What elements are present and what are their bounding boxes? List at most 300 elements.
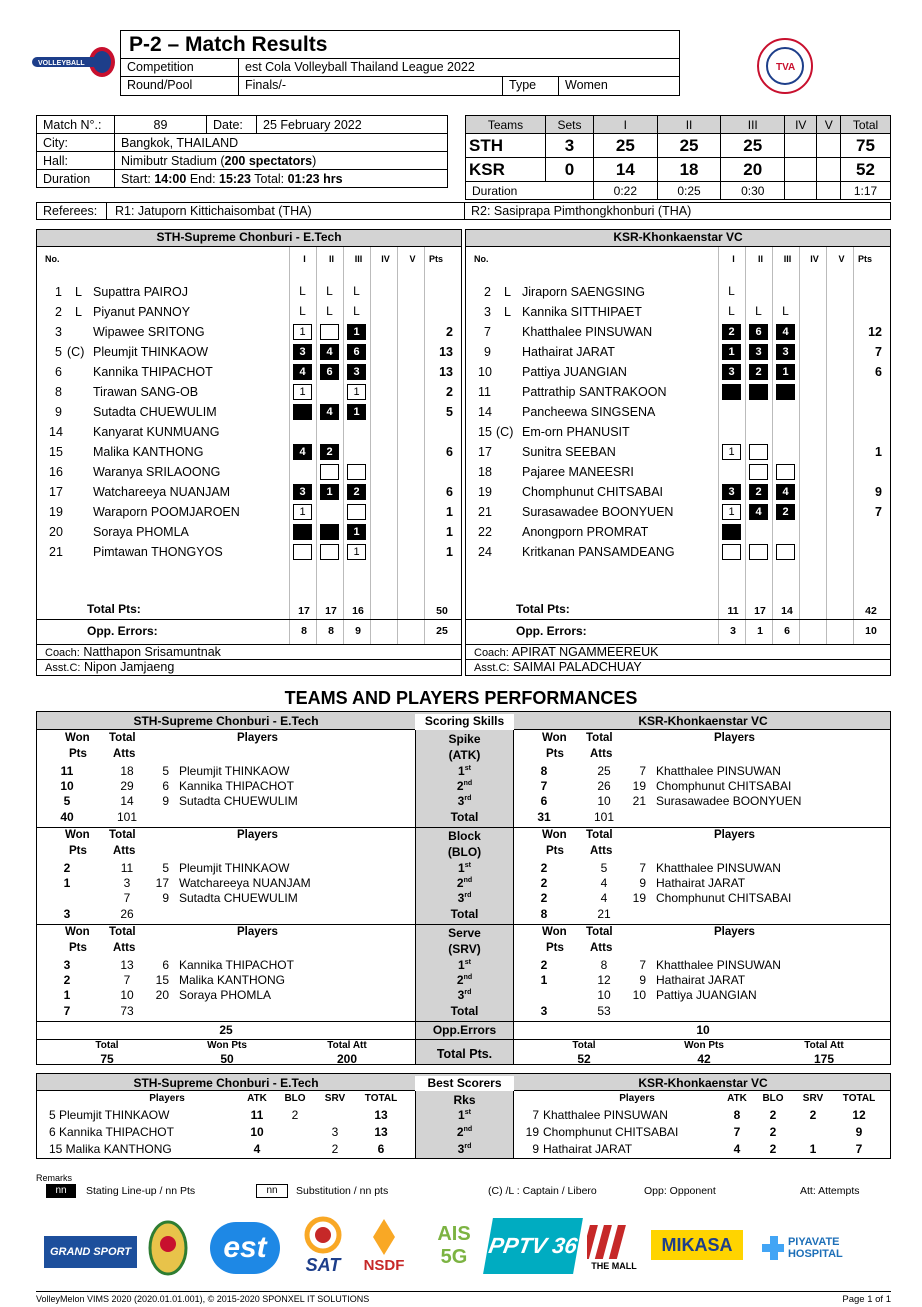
emblem-logo [147,1214,189,1282]
player-name: Pattrathip SANTRAKOON [522,385,667,399]
set-header: I [303,254,306,264]
player-flag: L [504,305,511,319]
best-stat-a: 6 [377,1142,385,1156]
att-total: 26 [120,907,134,921]
skill-name: Spike [448,732,481,746]
opp-errors-value: 1 [757,625,763,637]
player-number: 21 [49,545,63,559]
won-value: 10 [60,779,74,793]
player-number: 24 [478,545,492,559]
best-stat-b: 2 [769,1108,777,1122]
starting-box: 1 [347,404,366,420]
summary-header: Won Pts [684,1040,724,1051]
best-stat-b: 2 [769,1125,777,1139]
sub-box [320,464,339,480]
player-name: Malika KANTHONG [179,973,286,987]
opp-errors-value: 25 [436,625,448,637]
svg-text:VOLLEYBALL: VOLLEYBALL [38,60,85,67]
starting-box: 4 [749,504,768,520]
atts-header: Atts [590,748,613,760]
player-row [37,362,461,382]
total-header: Total [586,926,613,938]
pts-header: Pts [546,845,564,857]
starting-box [722,524,741,540]
player-row [37,482,461,502]
player-number: 14 [478,405,492,419]
libero-mark: L [326,284,333,298]
opp-errors-value: 10 [865,625,877,637]
player-number: 8 [55,385,62,399]
player-flag: L [75,285,82,299]
player-row [466,402,890,422]
opp-errors-value: 8 [301,625,307,637]
player-name: Pajaree MANEESRI [522,465,634,479]
player-name: Khatthalee PINSUWAN [656,764,781,778]
player-row [466,362,890,382]
col-header-b: SRV [802,1093,824,1104]
player-number: 9 [162,891,169,905]
opp-errors-row [37,621,461,643]
player-name: Pancheewa SINGSENA [522,405,656,419]
total-points-value: 42 [865,605,877,617]
best-team-b: KSR-Khonkaenstar VC [638,1076,768,1090]
starting-box: 3 [722,364,741,380]
starting-box: 1 [776,364,795,380]
atts-header: Atts [113,845,136,857]
city-label: City: [37,134,115,152]
player-points: 1 [875,445,882,459]
att-value: 25 [597,764,611,778]
player-number: 11 [478,385,491,399]
summary-header: Total Att [804,1040,844,1051]
coaches-team-b: Coach: APIRAT NGAMMEEREUK Asst.C: SAIMAI PALADCHUAY [465,644,891,676]
players-header: Players [714,732,755,744]
player-number: 10 [632,988,646,1002]
starting-box: 3 [347,364,366,380]
team-a-name: STH-Supreme Chonburi - E.Tech [37,230,461,247]
skill-name: Block [448,829,481,843]
won-header: Won [542,829,567,841]
summary-header: Total [572,1040,596,1051]
att-value: 11 [120,861,134,875]
summary-value: 52 [577,1052,591,1066]
summary-value: 200 [336,1052,358,1066]
player-number: 21 [478,505,492,519]
player-name: Surasawadee BOONYUEN [522,505,674,519]
type-value: Women [565,78,608,92]
starting-box [293,404,312,420]
sub-box [320,324,339,340]
libero-mark: L [326,304,333,318]
best-player-b: Khatthalee PINSUWAN [543,1108,668,1122]
player-number: 7 [639,861,646,875]
performance-title: TEAMS AND PLAYERS PERFORMANCES [284,688,638,708]
set-header: V [838,254,845,264]
att-total: 73 [120,1004,134,1018]
sat-logo: SAT [292,1210,354,1280]
hall-label: Hall: [37,152,115,170]
player-row [37,422,461,442]
won-value: 11 [60,764,74,778]
col-header-a: BLO [284,1093,306,1104]
player-name: Hathairat JARAT [522,345,615,359]
player-number: 21 [632,794,646,808]
won-value: 2 [540,876,548,890]
referees-bar: Referees: R1: Jatuporn Kittichaisombat (THA) R2: Sasiprapa Pimthongkhonburi (THA) [36,202,891,220]
player-points: 5 [446,405,453,419]
col-header-b: BLO [762,1093,784,1104]
set-header: III [783,254,792,264]
skill-code: (SRV) [448,942,481,956]
player-number: 19 [632,891,646,905]
starting-box [749,384,768,400]
best-player-b: Hathairat JARAT [543,1142,633,1156]
player-points: 6 [446,445,453,459]
player-points: 7 [875,345,882,359]
sub-box [320,544,339,560]
player-number: 20 [49,525,63,539]
pts-header: Pts [69,942,87,954]
best-stat-b: 7 [855,1142,863,1156]
best-player-b: Chomphunut CHITSABAI [543,1125,679,1139]
libero-mark: L [299,304,306,318]
attempts-legend: Att: Attempts [800,1185,860,1197]
total-points-value: 17 [298,605,310,617]
starting-box: 4 [320,404,339,420]
skill-code: (BLO) [447,845,482,859]
rank-label: 3rd [457,988,472,1002]
att-value: 13 [120,958,134,972]
sub-legend: Substitution / nn pts [296,1185,389,1197]
starting-box: 6 [347,344,366,360]
starting-box: 2 [347,484,366,500]
player-number: 1 [55,285,62,299]
summary-header: Total Att [327,1040,367,1051]
est-logo: est [210,1222,280,1274]
won-total: 40 [60,810,74,824]
player-number: 6 [55,365,62,379]
won-value: 5 [63,794,71,808]
won-total: 8 [540,907,548,921]
perf-head-row [37,712,890,730]
best-rank: 1st [458,1108,471,1122]
player-name: Em-orn PHANUSIT [522,425,630,439]
player-row [466,342,890,362]
player-row [466,442,890,462]
competition-value: est Cola Volleyball Thailand League 2022 [245,60,475,74]
performance-table [36,711,891,1065]
duration-value: Start: 14:00 End: 15:23 Total: 01:23 hrs [115,170,448,188]
player-number: 9 [639,973,646,987]
player-number: 3 [55,325,62,339]
starting-box: 3 [749,344,768,360]
starting-box: 1 [722,344,741,360]
player-number: 15 [49,445,63,459]
starting-box [722,384,741,400]
sub-box [347,464,366,480]
player-name: Wipawee SRITONG [93,325,205,339]
sub-box [749,464,768,480]
number-header: No. [474,254,489,264]
competition-label: Competition [121,59,239,76]
perf-team-a: STH-Supreme Chonburi - E.Tech [133,714,319,728]
att-value: 8 [600,958,608,972]
total-pts-label: Total Pts. [436,1047,493,1061]
starting-box: 4 [776,324,795,340]
skill-total-label: Total [450,1004,479,1018]
starting-box: 4 [293,444,312,460]
total-points-value: 50 [436,605,448,617]
sub-box [776,544,795,560]
the-mall-logo: THE MALL [584,1216,644,1276]
atts-header: Atts [590,942,613,954]
won-value: 3 [63,958,71,972]
att-value: 5 [600,861,608,875]
player-points: 6 [446,485,453,499]
best-head-row [37,1074,890,1091]
player-row [466,322,890,342]
col-header-a: SRV [324,1093,346,1104]
captain-legend: (C) /L : Captain / Libero [488,1185,597,1197]
starting-box: 2 [320,444,339,460]
won-header: Won [65,829,90,841]
match-no: 89 [115,116,207,134]
opp-errors-b: 10 [696,1023,710,1037]
date-value: 25 February 2022 [257,116,448,134]
summary-value: 50 [220,1052,234,1066]
city-value: Bangkok, THAILAND [115,134,448,152]
player-row [466,482,890,502]
player-name: Hathairat JARAT [656,973,746,987]
won-value: 2 [540,958,548,972]
player-name: Anongporn PROMRAT [522,525,649,539]
sub-box [749,544,768,560]
players-header: Players [237,732,278,744]
player-points: 1 [446,505,453,519]
best-stat-b: 4 [733,1142,741,1156]
page-title: P-2 – Match Results [121,31,679,59]
att-value: 10 [597,988,611,1002]
coaches-team-a: Coach: Natthapon Srisamuntnak Asst.C: Nipon Jamjaeng [36,644,462,676]
player-name: Watchareeya NUANJAM [93,485,231,499]
starting-box: 1 [320,484,339,500]
player-number: 18 [478,465,492,479]
won-value: 2 [63,973,71,987]
player-number: 19 [49,505,63,519]
page-number: Page 1 of 1 [842,1294,891,1305]
total-header: Total [109,829,136,841]
match-no-label: Match N°.: [37,116,115,134]
best-player-a: 6 Kannika THIPACHOT [49,1125,174,1139]
starting-legend: Stating Line-up / nn Pts [86,1185,196,1197]
att-total: 53 [597,1004,611,1018]
starting-box: 2 [749,484,768,500]
best-stat-a: 13 [374,1108,388,1122]
player-number: 7 [639,958,646,972]
total-header: Total [109,926,136,938]
player-points: 1 [446,525,453,539]
best-stat-a: 3 [331,1125,339,1139]
att-value: 14 [120,794,134,808]
player-number: 7 [639,764,646,778]
player-name: Kannika SITTHIPAET [522,305,642,319]
pts-header: Pts [546,942,564,954]
perf-team-b: KSR-Khonkaenstar VC [638,714,768,728]
player-name: Sunitra SEEBAN [522,445,616,459]
summary-value: 75 [100,1052,114,1066]
won-total: 7 [63,1004,71,1018]
svg-text:TVA: TVA [776,62,796,73]
mikasa-logo: MIKASA [651,1230,743,1260]
player-row [37,502,461,522]
best-stat-a: 2 [331,1142,339,1156]
duration-label: Duration [37,170,115,188]
player-points: 1 [446,545,453,559]
sub-box: 1 [347,544,366,560]
player-number: 19 [478,485,492,499]
player-name: Pleumjit THINKAOW [179,764,290,778]
starting-box: 4 [320,344,339,360]
best-stat-a: 11 [250,1108,264,1122]
won-value: 6 [540,794,548,808]
player-points: 13 [439,365,453,379]
player-name: Piyanut PANNOY [93,305,191,319]
col-header-b: ATK [727,1093,747,1104]
volleyball-logo [30,45,116,79]
won-value: 8 [540,764,548,778]
libero-mark: L [299,284,306,298]
player-points: 2 [446,385,453,399]
piyavate-logo: PIYAVATE HOSPITAL [762,1226,888,1270]
won-value: 2 [63,861,71,875]
referee-1: R1: Jatuporn Kittichaisombat (THA) [107,203,465,219]
remarks-label: Remarks [36,1173,73,1183]
opp-errors-value: 3 [730,625,736,637]
pts-header: Pts [69,748,87,760]
player-name: Khatthalee PINSUWAN [656,958,781,972]
sub-box [749,444,768,460]
skill-total-label: Total [450,907,479,921]
player-number: 15 [478,425,492,439]
player-name: Khatthalee PINSUWAN [656,861,781,875]
att-value: 26 [597,779,611,793]
player-number: 5 [55,345,62,359]
att-total: 21 [597,907,611,921]
att-total: 101 [593,810,615,824]
rank-label: 2nd [456,779,473,793]
won-value: 7 [540,779,548,793]
total-points-value: 11 [727,605,739,617]
best-stat-b: 7 [733,1125,741,1139]
sub-box: 1 [722,444,741,460]
type-label: Type [503,77,559,95]
best-stat-b: 2 [809,1108,817,1122]
set-header: V [409,254,416,264]
total-points-value: 14 [781,605,793,617]
player-number: 9 [484,345,491,359]
summary-value: 42 [697,1052,711,1066]
player-points: 12 [868,325,882,339]
player-name: Kannika THIPACHOT [93,365,213,379]
rank-label: 3rd [457,794,472,808]
player-name: Sutadta CHUEWULIM [93,405,217,419]
skill-code: (ATK) [448,748,481,762]
won-header: Won [542,732,567,744]
player-number: 20 [155,988,169,1002]
players-header: Players [237,926,278,938]
set-header: IV [810,254,819,264]
player-number: 17 [49,485,63,499]
set-header: II [757,254,763,264]
roster-team-a [36,229,462,645]
rank-label: 1st [458,764,471,778]
starting-box [776,384,795,400]
total-header: Total [109,732,136,744]
best-number-b: 9 [532,1142,539,1156]
player-points: 6 [875,365,882,379]
best-rank: 2nd [456,1125,473,1139]
col-header-b: TOTAL [842,1093,876,1104]
ais-5g-logo: AIS 5G [437,1223,471,1268]
grand-sport-logo: GRAND SPORT [44,1236,137,1268]
won-header: Won [65,732,90,744]
match-header [120,30,680,96]
pts-header: Pts [546,748,564,760]
round-label: Round/Pool [121,77,239,95]
player-number: 10 [478,365,492,379]
set-header: I [732,254,735,264]
player-points: 9 [875,485,882,499]
player-row [466,302,890,322]
player-row [466,522,890,542]
player-flag: L [75,305,82,319]
sub-box: 1 [722,504,741,520]
atts-header: Atts [113,748,136,760]
player-name: Kanyarat KUNMUANG [93,425,220,439]
player-row [37,342,461,362]
player-number: 5 [162,764,169,778]
libero-mark: L [755,304,762,318]
best-rank: 3rd [457,1142,472,1156]
total-points-row [466,600,890,620]
player-points: 2 [446,325,453,339]
skill-total-label: Total [450,810,479,824]
opp-errors-row [466,621,890,643]
player-name: Jiraporn SAENGSING [522,285,645,299]
opp-errors-label: Opp.Errors [432,1023,497,1037]
col-header-b: Players [619,1093,655,1104]
player-points: 13 [439,345,453,359]
total-points-label: Total Pts: [87,602,141,616]
starting-legend-box: nn [46,1184,76,1198]
sub-box: 1 [347,384,366,400]
starting-box: 3 [722,484,741,500]
player-name: Soraya PHOMLA [93,525,189,539]
player-number: 3 [484,305,491,319]
att-total: 101 [116,810,138,824]
player-number: 9 [639,876,646,890]
opp-errors-value: 6 [784,625,790,637]
summary-value: 175 [813,1052,835,1066]
player-row [466,462,890,482]
atts-header: Atts [590,845,613,857]
summary-header: Won Pts [207,1040,247,1051]
att-value: 10 [597,794,611,808]
player-name: Sutadta CHUEWULIM [179,891,298,905]
player-name: Sutadta CHUEWULIM [179,794,298,808]
players-header: Players [714,829,755,841]
starting-box: 2 [776,504,795,520]
